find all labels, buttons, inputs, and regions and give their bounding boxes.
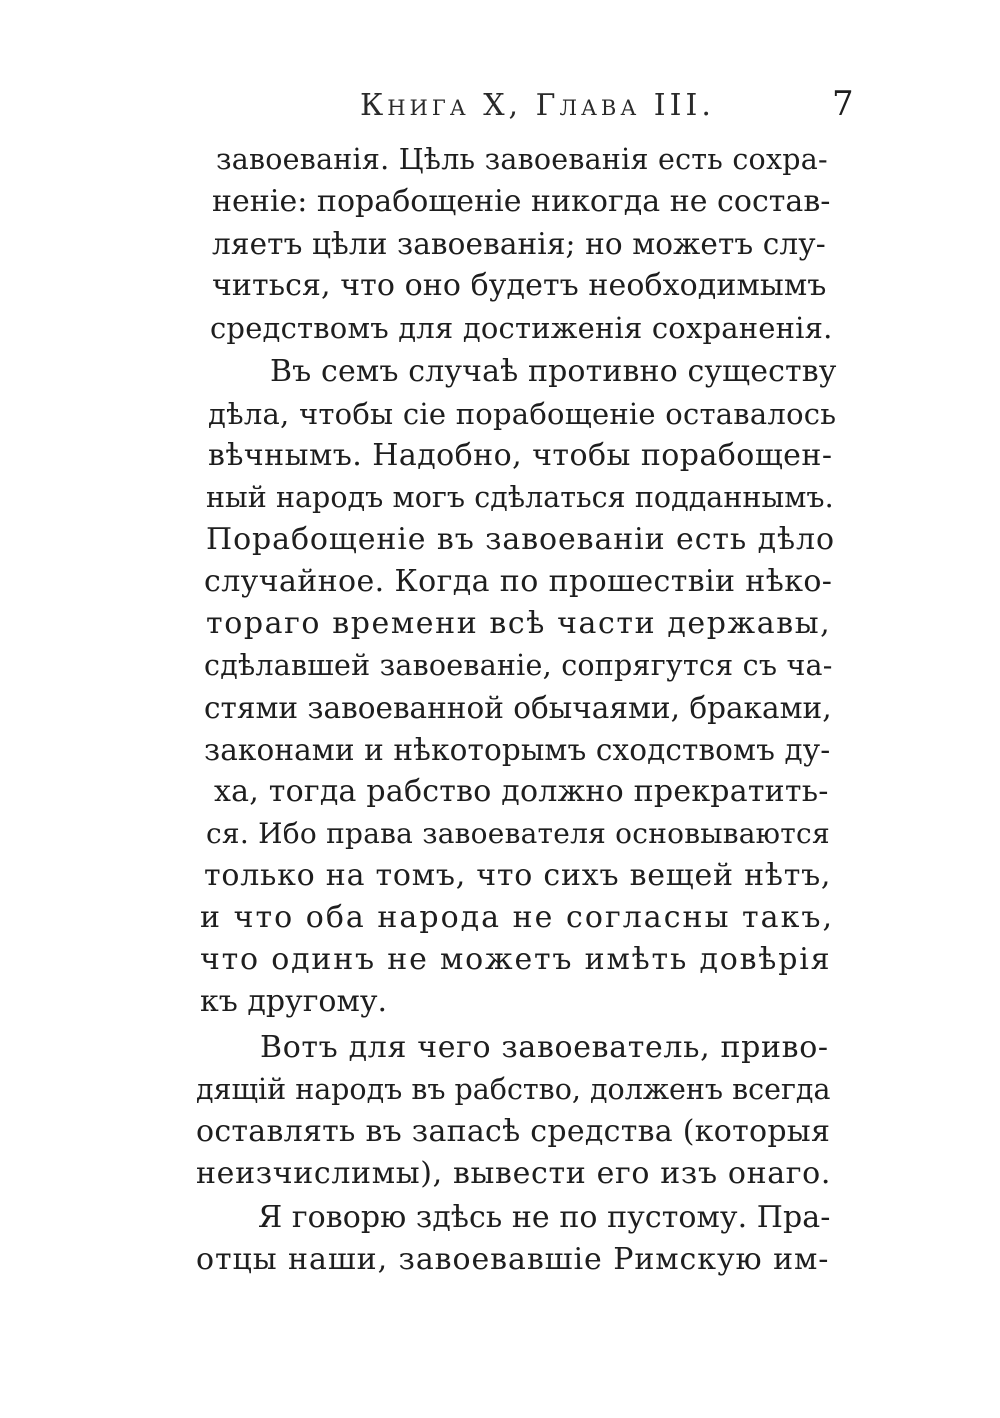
text-line: ляетъ цѣли завоеванія; но можетъ слу- — [212, 227, 826, 261]
text-line: и что оба народа не согласны такъ, — [200, 900, 835, 935]
text-line: отцы наши, завоевавшіе Римскую им- — [196, 1242, 830, 1277]
text-line: завоеванія. Цѣль завоеванія есть сохра- — [216, 143, 828, 176]
text-line: вѣчнымъ. Надобно, чтобы порабощен- — [208, 438, 833, 473]
text-line: законами и нѣкоторымъ сходствомъ ду- — [204, 733, 831, 767]
running-head: Книга X, Глава III. — [360, 88, 715, 123]
text-line: неніе: порабощеніе никогда не состав- — [212, 184, 831, 219]
text-line: дящій народъ въ рабство, долженъ всегда — [196, 1073, 831, 1106]
text-line: что одинъ не можетъ имѣть довѣрія — [200, 942, 832, 977]
page-number: 7 — [832, 84, 854, 124]
text-line: средствомъ для достиженія сохраненія. — [210, 311, 833, 345]
text-line: неизчислимы), вывести его изъ онаго. — [196, 1156, 832, 1191]
text-line: Я говорю здѣсь не по пустому. Пра- — [258, 1200, 831, 1235]
text-line: тораго времени всѣ части державы, — [206, 606, 832, 641]
text-line: Вотъ для чего завоеватель, приво- — [260, 1030, 829, 1065]
text-line: только на томъ, что сихъ вещей нѣтъ, — [204, 858, 832, 893]
text-line: читься, что оно будетъ необходимымъ — [212, 268, 827, 303]
text-line: оставлять въ запасѣ средства (которыя — [196, 1114, 831, 1149]
text-line: ха, тогда рабство должно прекратить- — [214, 774, 829, 809]
text-line: Порабощеніе въ завоеваніи есть дѣло — [206, 522, 835, 557]
text-line: ный народъ могъ сдѣлаться подданнымъ. — [206, 481, 834, 514]
text-line: дѣла, чтобы сіе порабощеніе оставалось — [208, 397, 837, 431]
text-line: стями завоеванной обычаями, браками, — [204, 691, 832, 725]
text-line: къ другому. — [200, 984, 388, 1019]
text-line: случайное. Когда по прошествіи нѣко- — [204, 564, 833, 599]
text-line: Въ семъ случаѣ противно существу — [270, 354, 837, 389]
text-line: ся. Ибо права завоевателя основываются — [206, 817, 830, 850]
text-line: сдѣлавшей завоеваніе, сопрягутся съ ча- — [204, 649, 833, 682]
